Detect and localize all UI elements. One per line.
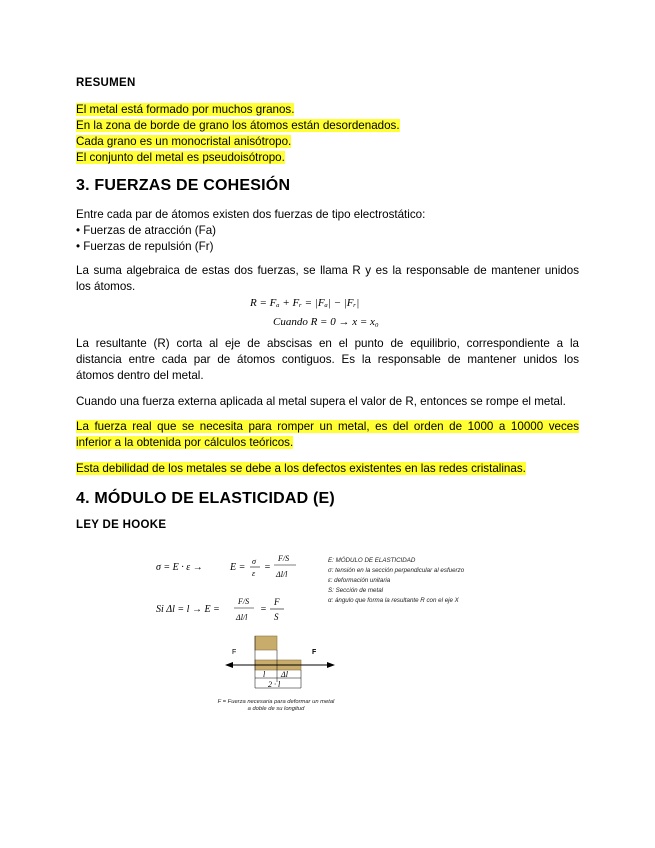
paragraph-resultante [76, 336, 579, 384]
resumen-list [76, 102, 579, 166]
paragraph-line: átomos dentro del metal. [76, 369, 204, 382]
svg-text:S: S [274, 612, 279, 622]
label-delta-l: Δl [281, 670, 288, 679]
paragraph-line: La resultante (R) corta al eje de abscisas en el punto de equilibrio, correspondiente a la [76, 337, 579, 350]
svg-text:Δl/l: Δl/l [276, 570, 288, 579]
svg-text:=: = [264, 562, 271, 573]
bullet-item: • Fuerzas de atracción (Fa) [76, 224, 217, 237]
highlight-line: La fuerza real que se necesita para romper un metal, es del orden de 1000 a 10000 veces [76, 420, 579, 433]
hooke-subheading: LEY DE HOOKE [76, 519, 167, 531]
legend-item: α: ángulo que forma la resultante R con el eje X [328, 597, 459, 604]
svg-text:σ = E · ε →: σ = E · ε → [156, 562, 203, 573]
highlight-line: Esta debilidad de los metales se debe a los defectos existentes en las redes cristalinas. [76, 462, 526, 475]
paragraph-line: los átomos. [76, 280, 136, 293]
legend-item: S: Sección de metal [328, 587, 384, 594]
paragraph-fuerza-externa: Cuando una fuerza externa aplicada al metal supera el valor de R, entonces se rompe el metal. [76, 395, 566, 408]
svg-text:E =: E = [230, 562, 246, 573]
equation-r: R = Fₐ + Fᵣ = |Fₐ| − |Fᵣ| [250, 297, 360, 309]
paragraph-suma [76, 263, 579, 295]
diagram-caption [196, 699, 356, 713]
svg-text:Si Δl = l → E =: Si Δl = l → E = [156, 604, 220, 615]
caption-line: a doble de su longitud [247, 706, 305, 712]
legend-item: ε: deformación unitaria [328, 577, 391, 584]
resumen-heading: RESUMEN [76, 77, 136, 89]
legend-item: E: MÓDULO DE ELASTICIDAD [328, 557, 416, 564]
label-force-left: F [232, 649, 237, 656]
svg-text:F: F [274, 597, 280, 607]
arrow-right-icon [327, 662, 335, 668]
intro-text: Entre cada par de átomos existen dos fuerzas de tipo electrostático: [76, 208, 426, 221]
svg-text:Δl/l: Δl/l [236, 613, 248, 622]
resumen-line: El metal está formado por muchos granos. [76, 103, 295, 116]
svg-text:σ: σ [252, 557, 256, 566]
hooke-equations [150, 550, 330, 630]
svg-text:=: = [260, 604, 267, 615]
svg-text:F/S: F/S [238, 597, 250, 606]
resumen-line: El conjunto del metal es pseudoisótropo. [76, 151, 285, 164]
equation-equilibrium: Cuando R = 0 → x = x₀ [273, 316, 379, 328]
section3-heading: 3. FUERZAS DE COHESIÓN [76, 177, 291, 194]
paragraph-line: La suma algebraica de estas dos fuerzas, se llama R y es la responsable de mantener unidos [76, 264, 579, 277]
section4-heading: 4. MÓDULO DE ELASTICIDAD (E) [76, 490, 335, 507]
legend-item: σ: tensión en la sección perpendicular al esfuerzo [328, 567, 465, 574]
label-force-right: F [312, 649, 317, 656]
resumen-line: Cada grano es un monocristal anisótropo. [76, 135, 292, 148]
resumen-line: En la zona de borde de grano los átomos están desordenados. [76, 119, 400, 132]
highlight-line: inferior a la obtenida por cálculos teóricos. [76, 436, 294, 449]
caption-line: F = Fuerza necesaria para deformar un metal [217, 699, 335, 705]
paragraph-line: distancia entre cada par de átomos contiguos. Es la responsable de mantener unidos los [76, 353, 579, 366]
label-2l: 2 · l [268, 680, 281, 689]
bullet-item: • Fuerzas de repulsión (Fr) [76, 240, 214, 253]
paragraph-fuerza-real [76, 419, 579, 451]
arrow-left-icon [225, 662, 233, 668]
svg-text:F/S: F/S [278, 554, 290, 563]
svg-text:ε: ε [252, 569, 256, 578]
hooke-legend [328, 556, 464, 606]
bar-original [255, 636, 277, 650]
paragraph-debilidad [76, 461, 579, 477]
section3-intro [76, 207, 579, 255]
label-l: l [263, 670, 266, 679]
